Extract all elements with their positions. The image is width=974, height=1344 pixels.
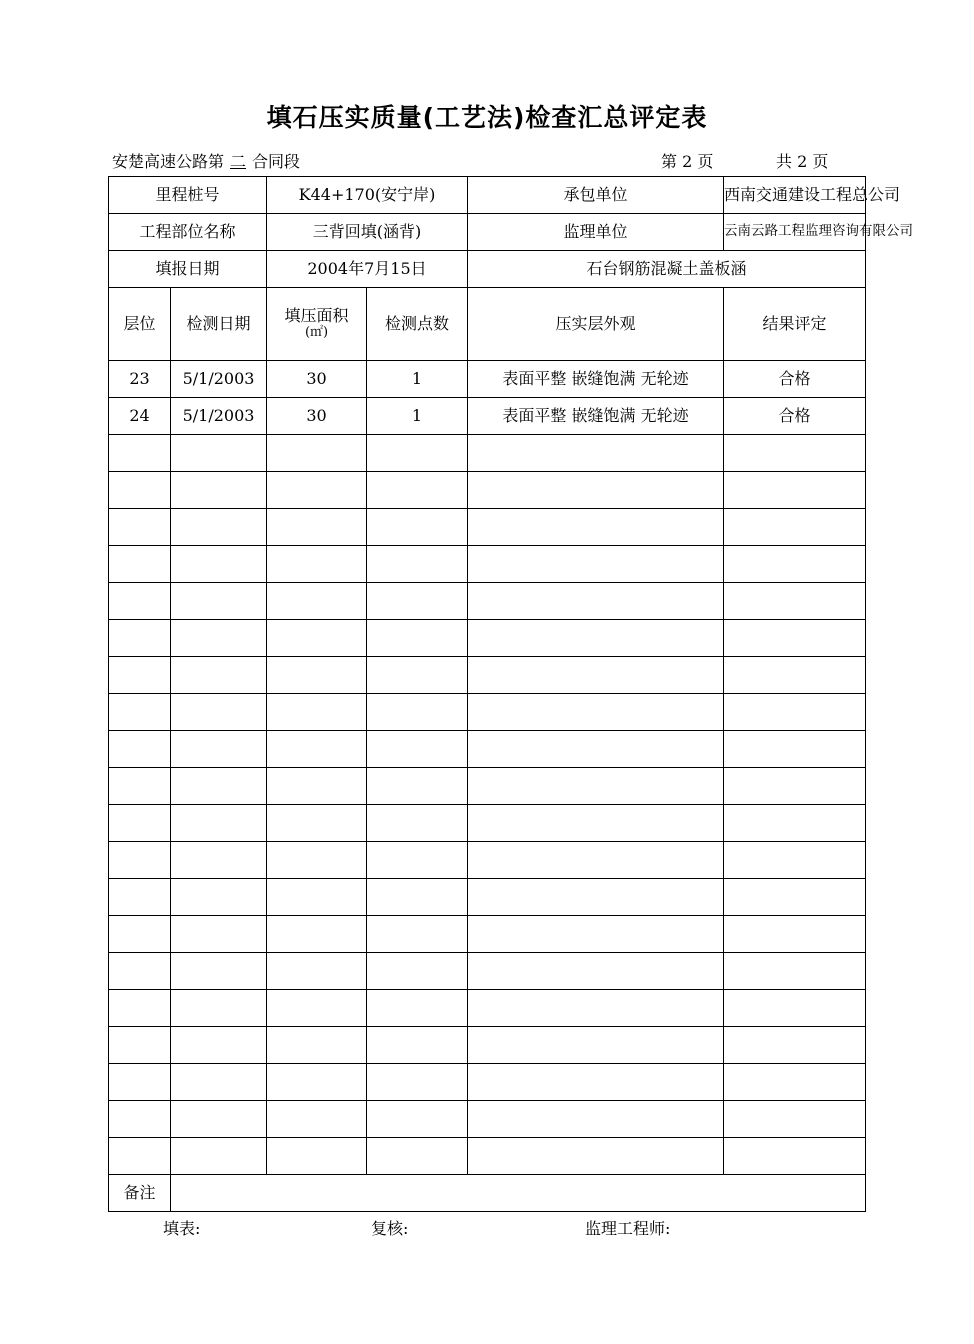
empty-cell: [267, 694, 367, 731]
empty-cell: [109, 435, 171, 472]
empty-cell: [267, 620, 367, 657]
empty-cell: [267, 435, 367, 472]
col-result: 结果评定: [724, 288, 866, 361]
page-title: 填石压实质量(工艺法)检查汇总评定表: [266, 103, 708, 132]
empty-cell: [171, 657, 267, 694]
empty-cell: [109, 805, 171, 842]
empty-cell: [468, 1138, 724, 1175]
empty-cell: [109, 620, 171, 657]
empty-cell: [171, 620, 267, 657]
empty-cell: [267, 546, 367, 583]
empty-cell: [724, 1101, 866, 1138]
empty-cell: [109, 731, 171, 768]
project-suffix: 合同段: [252, 152, 301, 171]
info-row-mileage: [109, 177, 866, 214]
empty-cell: [171, 1138, 267, 1175]
empty-cell: [267, 1027, 367, 1064]
empty-row: [109, 1138, 866, 1175]
empty-cell: [171, 509, 267, 546]
empty-row: [109, 1064, 866, 1101]
page-number: 第 2 页: [661, 152, 714, 171]
empty-cell: [724, 657, 866, 694]
empty-cell: [171, 472, 267, 509]
remarks-row: [109, 1175, 866, 1212]
empty-cell: [724, 435, 866, 472]
empty-cell: [468, 657, 724, 694]
row-points: 1: [367, 361, 468, 398]
empty-row: [109, 657, 866, 694]
reviewed-by-label: 复核:: [371, 1219, 409, 1238]
empty-row: [109, 435, 866, 472]
empty-cell: [724, 546, 866, 583]
empty-cell: [367, 879, 468, 916]
row-result: 合格: [724, 398, 866, 435]
empty-cell: [267, 1101, 367, 1138]
structure-value: 石台钢筋混凝土盖板涵: [468, 251, 866, 288]
empty-cell: [171, 805, 267, 842]
remarks-label: 备注: [109, 1175, 171, 1212]
empty-cell: [171, 1064, 267, 1101]
empty-cell: [367, 842, 468, 879]
empty-cell: [367, 731, 468, 768]
empty-cell: [267, 768, 367, 805]
empty-cell: [109, 657, 171, 694]
empty-cell: [171, 916, 267, 953]
empty-cell: [267, 731, 367, 768]
part-value: 三背回填(涵背): [267, 214, 468, 251]
empty-cell: [468, 435, 724, 472]
empty-cell: [109, 694, 171, 731]
empty-cell: [267, 953, 367, 990]
table-row: [109, 361, 866, 398]
row-layer: 23: [109, 361, 171, 398]
empty-row: [109, 731, 866, 768]
empty-row: [109, 546, 866, 583]
row-area: 30: [267, 361, 367, 398]
empty-cell: [468, 731, 724, 768]
empty-row: [109, 953, 866, 990]
empty-cell: [267, 879, 367, 916]
empty-cell: [724, 879, 866, 916]
empty-cell: [367, 768, 468, 805]
empty-cell: [267, 805, 367, 842]
empty-cell: [171, 842, 267, 879]
empty-cell: [109, 546, 171, 583]
empty-cell: [109, 1101, 171, 1138]
col-check-date: 检测日期: [171, 288, 267, 361]
row-points: 1: [367, 398, 468, 435]
empty-row: [109, 990, 866, 1027]
empty-cell: [468, 990, 724, 1027]
empty-cell: [367, 620, 468, 657]
empty-cell: [468, 879, 724, 916]
empty-cell: [109, 768, 171, 805]
col-area: [267, 288, 367, 361]
row-date: 5/1/2003: [171, 361, 267, 398]
empty-cell: [724, 731, 866, 768]
empty-cell: [724, 509, 866, 546]
empty-cell: [171, 731, 267, 768]
date-label: 填报日期: [109, 251, 267, 288]
contractor-value: 西南交通建设工程总公司: [724, 177, 866, 214]
empty-row: [109, 694, 866, 731]
empty-cell: [724, 805, 866, 842]
row-layer: 24: [109, 398, 171, 435]
empty-cell: [367, 1027, 468, 1064]
empty-cell: [367, 990, 468, 1027]
empty-cell: [367, 953, 468, 990]
empty-row: [109, 1027, 866, 1064]
empty-cell: [109, 879, 171, 916]
empty-cell: [468, 694, 724, 731]
empty-row: [109, 620, 866, 657]
empty-cell: [109, 1064, 171, 1101]
empty-cell: [367, 1101, 468, 1138]
empty-cell: [724, 1064, 866, 1101]
date-value: 2004年7月15日: [267, 251, 468, 288]
empty-cell: [468, 583, 724, 620]
empty-cell: [468, 620, 724, 657]
empty-cell: [367, 546, 468, 583]
empty-cell: [171, 546, 267, 583]
empty-row: [109, 916, 866, 953]
col-points: 检测点数: [367, 288, 468, 361]
col-appearance: 压实层外观: [468, 288, 724, 361]
empty-row: [109, 583, 866, 620]
empty-cell: [367, 1138, 468, 1175]
empty-cell: [109, 472, 171, 509]
empty-cell: [267, 657, 367, 694]
empty-cell: [724, 1138, 866, 1175]
empty-cell: [367, 657, 468, 694]
empty-cell: [367, 583, 468, 620]
row-area: 30: [267, 398, 367, 435]
empty-cell: [109, 990, 171, 1027]
empty-cell: [724, 990, 866, 1027]
project-line: [112, 149, 300, 172]
empty-row: [109, 768, 866, 805]
empty-cell: [724, 472, 866, 509]
empty-cell: [468, 953, 724, 990]
empty-cell: [171, 1027, 267, 1064]
empty-cell: [267, 842, 367, 879]
empty-cell: [724, 916, 866, 953]
empty-cell: [267, 1064, 367, 1101]
inspection-table: [108, 176, 914, 1212]
empty-cell: [468, 546, 724, 583]
column-header-row: [109, 288, 866, 361]
empty-cell: [267, 509, 367, 546]
empty-cell: [267, 1138, 367, 1175]
empty-cell: [109, 842, 171, 879]
empty-cell: [724, 953, 866, 990]
row-appearance: 表面平整 嵌缝饱满 无轮迹: [468, 361, 724, 398]
empty-cell: [171, 1101, 267, 1138]
empty-cell: [171, 435, 267, 472]
empty-cell: [724, 842, 866, 879]
empty-row: [109, 842, 866, 879]
remarks-value: [171, 1175, 866, 1212]
empty-row: [109, 879, 866, 916]
table-row: [109, 398, 866, 435]
engineer-label: 监理工程师:: [585, 1219, 671, 1238]
empty-cell: [468, 805, 724, 842]
filled-by-label: 填表:: [163, 1219, 201, 1238]
empty-cell: [367, 1064, 468, 1101]
empty-cell: [468, 1101, 724, 1138]
page-total: 共 2 页: [776, 152, 829, 171]
empty-cell: [724, 768, 866, 805]
empty-cell: [171, 990, 267, 1027]
info-row-date: [109, 251, 866, 288]
empty-cell: [171, 583, 267, 620]
empty-cell: [367, 805, 468, 842]
empty-cell: [267, 916, 367, 953]
empty-cell: [267, 990, 367, 1027]
supervisor-value: 云南云路工程监理咨询有限公司: [724, 214, 866, 251]
empty-cell: [367, 435, 468, 472]
row-result: 合格: [724, 361, 866, 398]
project-prefix: 安楚高速公路第: [112, 152, 225, 171]
col-area-label: 填压面积: [284, 306, 349, 326]
contractor-label: 承包单位: [468, 177, 724, 214]
empty-cell: [171, 953, 267, 990]
empty-cell: [109, 1027, 171, 1064]
empty-cell: [109, 953, 171, 990]
empty-cell: [109, 916, 171, 953]
empty-row: [109, 805, 866, 842]
empty-cell: [468, 1064, 724, 1101]
empty-cell: [109, 583, 171, 620]
empty-cell: [267, 583, 367, 620]
col-area-unit: (㎡): [304, 324, 329, 340]
info-row-part: [109, 214, 866, 251]
empty-cell: [468, 842, 724, 879]
empty-cell: [367, 916, 468, 953]
section-number: 二: [230, 152, 247, 171]
empty-cell: [171, 768, 267, 805]
col-layer: 层位: [109, 288, 171, 361]
empty-cell: [171, 879, 267, 916]
empty-cell: [109, 1138, 171, 1175]
part-label: 工程部位名称: [109, 214, 267, 251]
empty-cell: [367, 694, 468, 731]
row-appearance: 表面平整 嵌缝饱满 无轮迹: [468, 398, 724, 435]
empty-row: [109, 1101, 866, 1138]
empty-cell: [724, 694, 866, 731]
empty-cell: [724, 1027, 866, 1064]
supervisor-label: 监理单位: [468, 214, 724, 251]
empty-cell: [724, 620, 866, 657]
mileage-value: K44+170(安宁岸): [267, 177, 468, 214]
row-date: 5/1/2003: [171, 398, 267, 435]
empty-cell: [468, 916, 724, 953]
empty-cell: [468, 472, 724, 509]
empty-cell: [468, 768, 724, 805]
empty-cell: [724, 583, 866, 620]
empty-row: [109, 509, 866, 546]
empty-cell: [468, 1027, 724, 1064]
empty-cell: [367, 509, 468, 546]
empty-row: [109, 472, 866, 509]
mileage-label: 里程桩号: [109, 177, 267, 214]
empty-cell: [171, 694, 267, 731]
empty-cell: [367, 472, 468, 509]
empty-cell: [468, 509, 724, 546]
empty-cell: [109, 509, 171, 546]
empty-cell: [267, 472, 367, 509]
